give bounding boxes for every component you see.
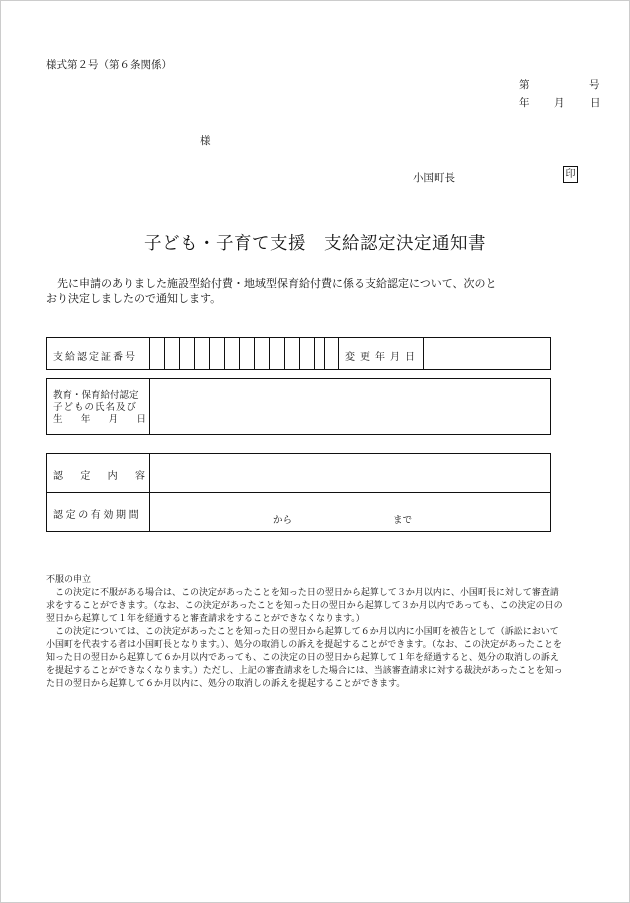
appeal-paragraph-2: この決定については、この決定があったことを知った日の翌日から起算して６か月以内に小国町を被告として（訴訟において小国町を代表する者は小国町長となります。）、処分の取消しの訴えを提起することができます。（なお、この決定があったことを知った日の翌日から起算して６か月以内であっても、この決定の日の翌日から起算して１年を経過すると、処分の取消しの訴えを提起することができなくなります。）ただし、上記の審査請求をした場合には、当該審査請求に対する裁決があったことを知った日の翌日から起算して６か月以内に、処分の取消しの訴えを提起することができます。 (46, 627, 563, 689)
digit-divider (224, 338, 225, 369)
birth-date-char: 生 (53, 414, 63, 425)
period-to-label: まで (393, 515, 413, 526)
appeal-heading: 不服の申立 (46, 575, 92, 585)
digit-divider (194, 338, 195, 369)
child-label-line-2: 子どもの氏名及び (53, 402, 138, 413)
date-year-label: 年 (519, 97, 530, 109)
content-label-char: 容 (134, 471, 145, 482)
content-label (53, 467, 145, 482)
digit-divider (179, 338, 180, 369)
date-month-label: 月 (554, 97, 565, 109)
divider (149, 454, 150, 531)
digit-divider (299, 338, 300, 369)
seal-mark: 印 (563, 166, 578, 183)
row-divider (47, 492, 550, 493)
digit-divider (314, 338, 315, 369)
birth-date-char: 月 (108, 414, 119, 425)
cert-number-label: 支給認定証番号 (53, 352, 137, 363)
intro-text (46, 276, 566, 306)
document-number-suffix: 号 (589, 79, 600, 91)
cert-number-table (46, 337, 551, 370)
digit-divider (254, 338, 255, 369)
birth-date-char: 日 (136, 414, 146, 425)
issuer-name: 小国町長 (413, 172, 455, 184)
child-info-label (53, 390, 146, 426)
digit-divider (284, 338, 285, 369)
document-title: 子ども・子育て支援 支給認定決定通知書 (144, 234, 486, 254)
child-info-table (46, 378, 551, 435)
date-day-label: 日 (590, 97, 601, 109)
content-label-char: 内 (107, 471, 118, 482)
appeal-paragraph-1: この決定に不服がある場合は、この決定があったことを知った日の翌日から起算して３か月以内に、小国町長に対して審査請求をすることができます。（なお、この決定があったことを知った日の翌日から起算して３か月以内であっても、この決定の日の翌日から起算して１年を経過すると審査請求をすることができなくなります。） (46, 588, 563, 624)
birth-date-char: 年 (80, 414, 91, 425)
intro-line-2: おり決定しましたので通知します。 (46, 292, 222, 305)
digit-divider (324, 338, 325, 369)
appeal-notice (46, 574, 566, 691)
form-number: 様式第２号（第６条関係） (46, 59, 172, 71)
certification-table (46, 453, 551, 532)
change-date-label: 変更年月日 (345, 352, 420, 363)
digit-divider (239, 338, 240, 369)
digit-divider (164, 338, 165, 369)
digit-divider (209, 338, 210, 369)
divider (423, 338, 424, 369)
content-label-char: 定 (80, 471, 91, 482)
divider (149, 379, 150, 434)
period-from-label: から (273, 515, 293, 526)
validity-period-label: 認定の有効期間 (53, 510, 142, 521)
divider (338, 338, 339, 369)
content-label-char: 認 (53, 471, 63, 482)
document-number-prefix: 第 (519, 79, 530, 91)
digit-divider (269, 338, 270, 369)
divider (149, 338, 150, 369)
child-label-line-1: 教育・保育給付認定 (53, 390, 139, 401)
birth-date-label (53, 414, 146, 426)
intro-line-1: 先に申請のありました施設型給付費・地域型保育給付費に係る支給認定について、次のと (57, 277, 497, 290)
addressee-suffix: 様 (200, 135, 211, 147)
